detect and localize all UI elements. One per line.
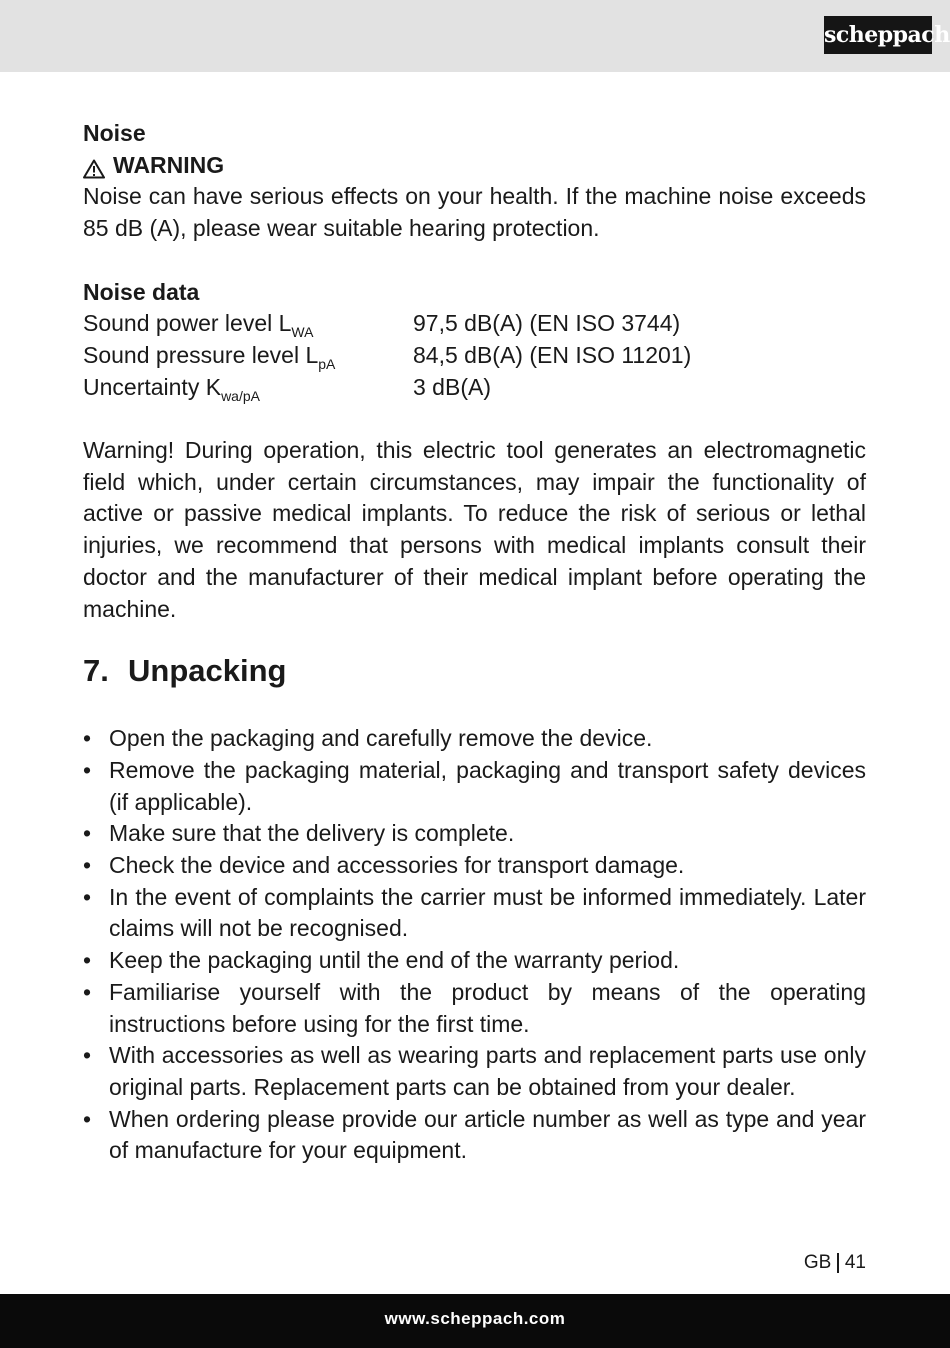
- list-item: • When ordering please provide our article number as well as type and year of manufacture for your equipment.: [83, 1105, 866, 1164]
- bullet-icon: •: [83, 883, 92, 910]
- bullet-icon: •: [83, 1042, 92, 1069]
- bullet-icon: •: [83, 978, 92, 1005]
- noise-heading: Noise: [83, 120, 146, 146]
- noise-data-value: 97,5 dB(A) (EN ISO 3744): [413, 310, 681, 337]
- page-number: [804, 1252, 866, 1274]
- warning-triangle-icon: [83, 156, 105, 176]
- noise-data-value: 84,5 dB(A) (EN ISO 11201): [413, 341, 692, 368]
- warning-label: WARNING: [113, 151, 225, 178]
- list-item: • Make sure that the delivery is complete.: [83, 818, 866, 850]
- footer-url[interactable]: www.scheppach.com: [384, 1309, 566, 1328]
- noise-data-value: 3 dB(A): [413, 373, 491, 400]
- footer-bar: [0, 1294, 950, 1348]
- noise-data-row: [83, 372, 866, 404]
- list-item: • Keep the packaging until the end of the warranty period.: [83, 945, 866, 977]
- bullet-icon: •: [83, 756, 92, 783]
- noise-data-label: Sound power level $L_{WA}$: [83, 310, 314, 341]
- section-heading: [83, 653, 866, 689]
- unpacking-list: [83, 723, 866, 1167]
- list-item: • In the event of complaints the carrier must be informed immediately. Later claims will not be recognised.: [83, 883, 866, 942]
- page-number-value: 41: [844, 1252, 866, 1273]
- list-item: • Familiarise yourself with the product by means of the operating instructions before using for the first time.: [83, 978, 866, 1037]
- bullet-icon: •: [83, 1105, 92, 1132]
- noise-data-label: Sound pressure level $L_{pA}$: [83, 341, 336, 372]
- page-language: GB: [803, 1252, 832, 1273]
- page-content: [83, 118, 866, 1167]
- list-item: • Open the packaging and carefully remove the device.: [83, 723, 866, 755]
- warning-line: [83, 150, 866, 182]
- emf-warning-paragraph: Warning! During operation, this electric tool generates an electromagnetic field which, under certain circumstances, may impair the functionality of active or passive medical implants. To reduce the risk of serious or lethal injuries, we recommend that persons with medical implants consult their doctor and the manufacturer of their medical implant before operating the machine.: [83, 437, 866, 622]
- bullet-icon: •: [83, 820, 92, 847]
- noise-data-row: [83, 308, 866, 340]
- noise-data-label: Uncertainty $K_{wa/pA}$: [83, 373, 260, 404]
- section-number: 7.: [83, 653, 109, 689]
- list-item: • With accessories as well as wearing parts and replacement parts use only original parts. Replacement parts can be obtained from your dealer.: [83, 1042, 866, 1100]
- list-item: • Remove the packaging material, packaging and transport safety devices (if applicable).: [83, 756, 866, 815]
- bullet-icon: •: [83, 725, 92, 752]
- header-band: [0, 0, 950, 72]
- scheppach-logo: scheppach: [824, 16, 932, 54]
- list-item: • Check the device and accessories for transport damage.: [83, 850, 866, 882]
- noise-data-row: [83, 340, 866, 372]
- noise-warning-text: Noise can have serious effects on your health. If the machine noise exceeds 85 dB (A), please wear suitable hearing protection.: [83, 183, 866, 242]
- page-separator: [837, 1253, 839, 1273]
- noise-data-heading: Noise data: [83, 278, 200, 305]
- bullet-icon: •: [83, 852, 92, 879]
- section-title: Unpacking: [128, 653, 287, 689]
- bullet-icon: •: [83, 947, 92, 974]
